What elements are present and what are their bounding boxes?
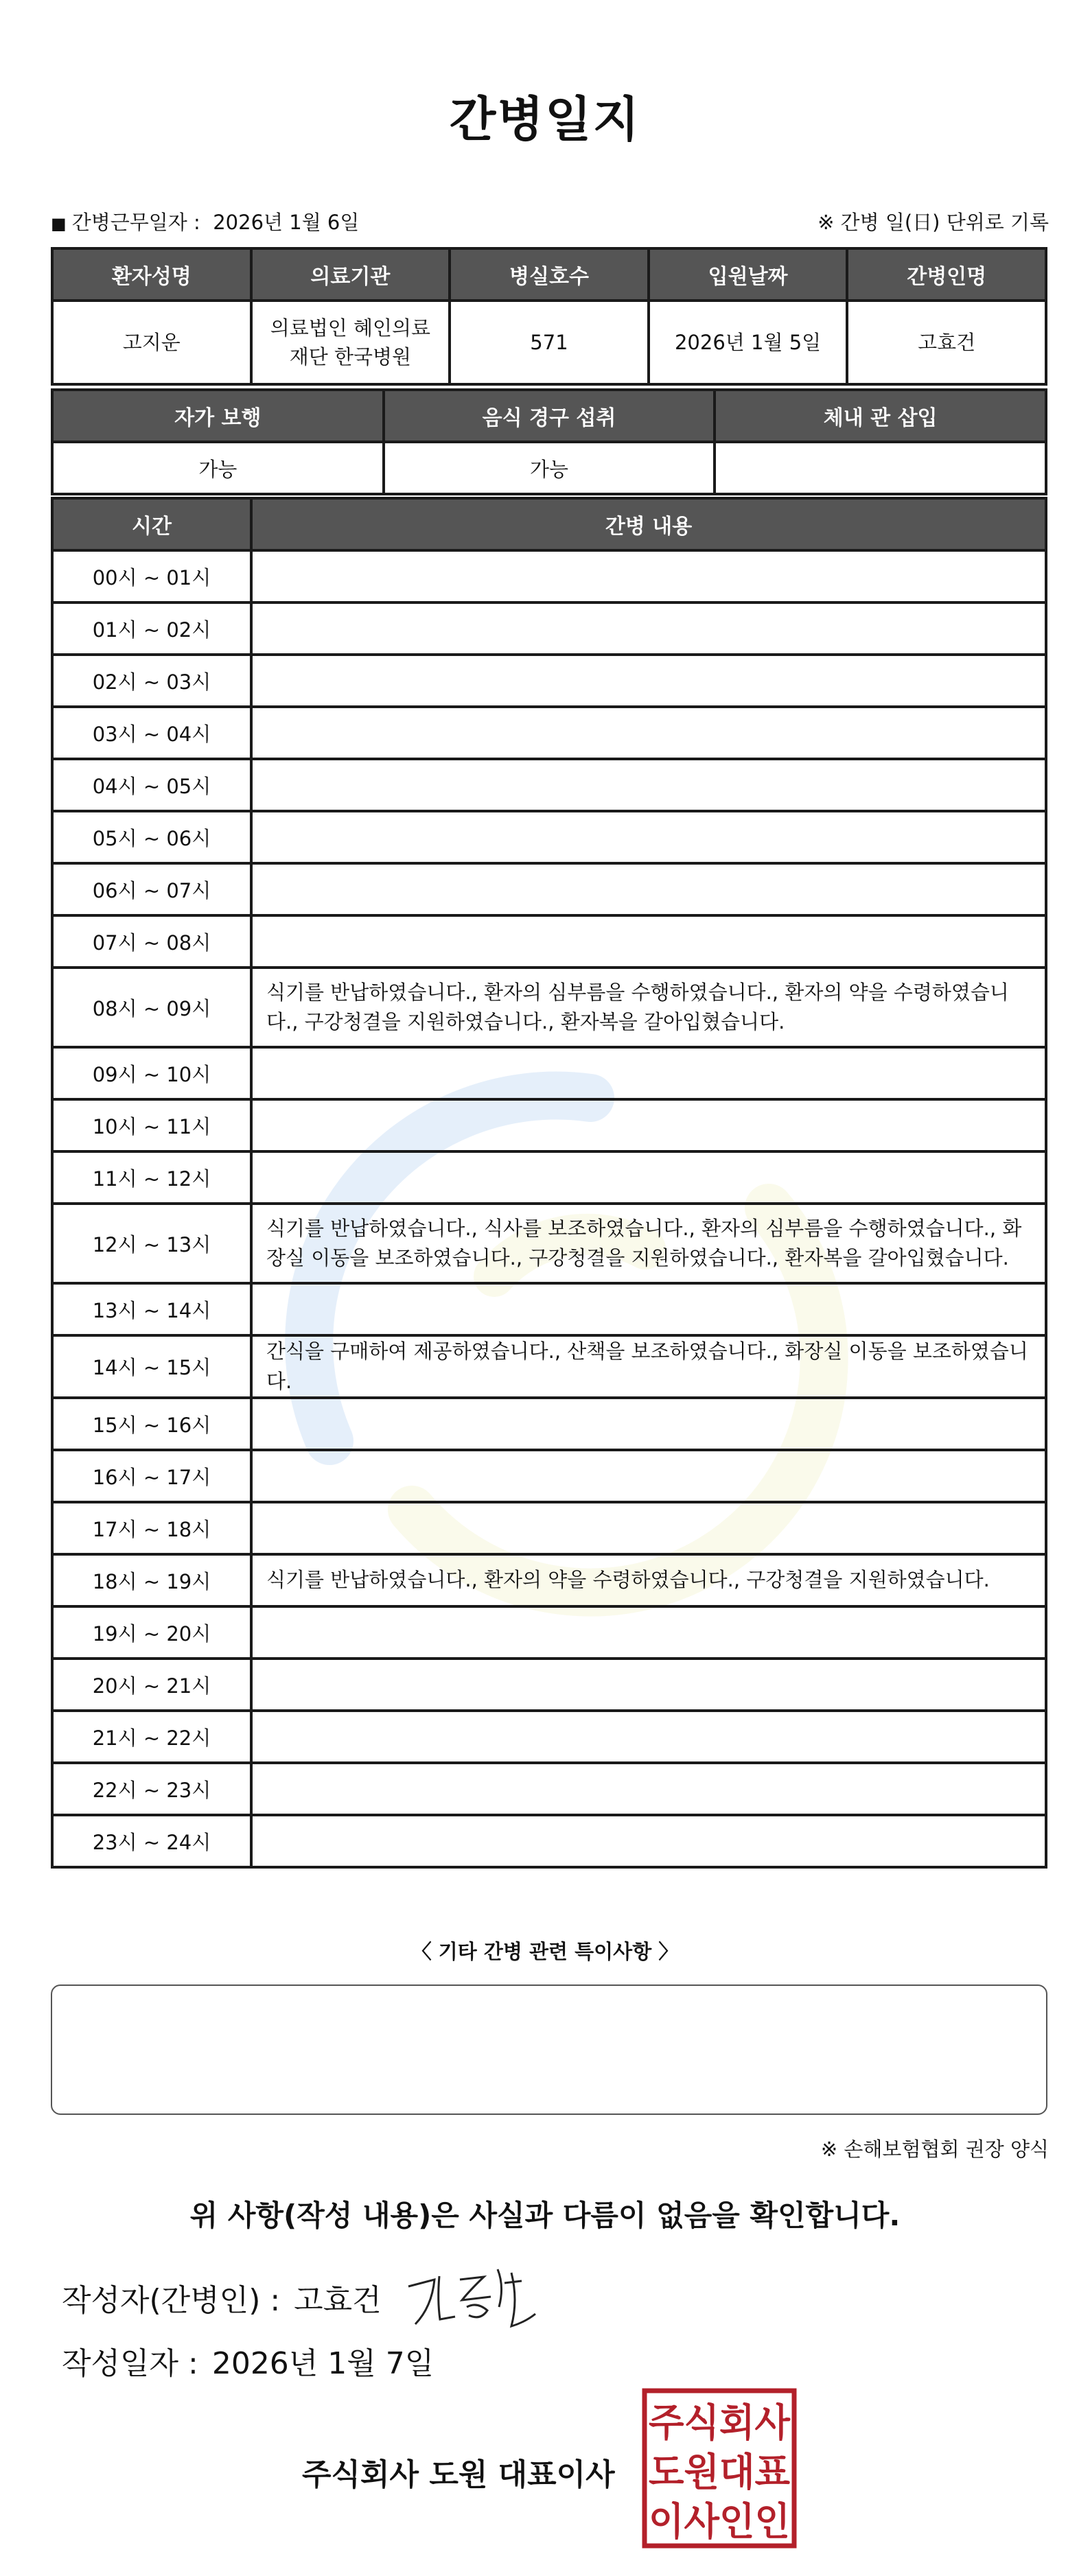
care-log-table [51,497,1047,1869]
log-content-cell [251,863,1046,915]
log-content-cell [251,915,1046,968]
table-row [52,550,1046,602]
remarks-box [51,1984,1047,2115]
log-time-cell: 09시 ~ 10시 [52,1047,251,1099]
log-content-cell [251,1151,1046,1204]
log-time-cell: 18시 ~ 19시 [52,1554,251,1606]
writer-label: 작성자(간병인) : [62,2283,281,2318]
log-time-cell: 03시 ~ 04시 [52,707,251,759]
square-bullet-icon: ■ [51,214,67,233]
table-row [52,1151,1046,1204]
table-row [52,707,1046,759]
handwritten-signature [402,2259,539,2334]
log-time-cell: 08시 ~ 09시 [52,968,251,1047]
log-time-cell: 23시 ~ 24시 [52,1815,251,1867]
log-time-cell: 21시 ~ 22시 [52,1711,251,1763]
self-walking-value: 가능 [52,442,384,494]
log-content-cell [251,1815,1046,1867]
header-institution: 의료기관 [251,248,450,301]
writer-line [62,2275,382,2319]
table-row [52,1502,1046,1554]
work-date: ■ 간병근무일자 : 2026년 1월 6일 [51,211,360,234]
table-row [52,1711,1046,1763]
table-row [52,1450,1046,1502]
table-row [52,759,1046,811]
caregiver-name: 고효건 [847,301,1046,384]
table-row [52,1763,1046,1815]
table-row [52,1099,1046,1151]
log-content-cell [251,1763,1046,1815]
svg-text:도원대표: 도원대표 [649,2450,790,2495]
header-care-content: 간병 내용 [251,498,1046,550]
log-time-cell: 22시 ~ 23시 [52,1763,251,1815]
recommend-note: ※ 손해보험협회 권장 양식 [820,2138,1049,2161]
header-tube-insertion: 체내 관 삽입 [715,390,1046,442]
table-row [52,968,1046,1047]
log-time-cell: 04시 ~ 05시 [52,759,251,811]
patient-name: 고지운 [52,301,251,384]
table-row [52,1659,1046,1711]
header-oral-intake: 음식 경구 섭취 [384,390,715,442]
table-row [52,1283,1046,1335]
log-content-cell [251,1606,1046,1659]
log-time-cell: 01시 ~ 02시 [52,602,251,655]
log-content-cell [251,1047,1046,1099]
work-date-label: 간병근무일자 [71,211,187,234]
log-content-cell [251,1659,1046,1711]
patient-status-table [51,388,1047,495]
log-time-cell: 00시 ~ 01시 [52,550,251,602]
header-time: 시간 [52,498,251,550]
log-time-cell: 10시 ~ 11시 [52,1099,251,1151]
table-row [52,863,1046,915]
table-row [52,915,1046,968]
institution [251,301,450,384]
log-content-cell [251,1711,1046,1763]
log-content-cell [251,1099,1046,1151]
log-content-cell: 간식을 구매하여 제공하였습니다., 산책을 보조하였습니다., 화장실 이동을 보조하였습니다. [251,1335,1046,1398]
log-time-cell: 16시 ~ 17시 [52,1450,251,1502]
company-representative: 주식회사 도원 대표이사 [302,2457,615,2492]
log-content-cell [251,550,1046,602]
log-content-cell [251,1283,1046,1335]
table-row [52,811,1046,863]
table-row [52,602,1046,655]
remarks-title: 〈 기타 간병 관련 특이사항 〉 [411,1940,679,1963]
table-row [52,1815,1046,1867]
tube-insertion-value [715,442,1046,494]
institution-line-2: 재단 한국병원 [289,345,412,368]
log-time-cell: 12시 ~ 13시 [52,1204,251,1283]
log-content-cell [251,602,1046,655]
log-time-cell: 06시 ~ 07시 [52,863,251,915]
table-row [52,655,1046,707]
patient-info-table [51,247,1047,386]
log-time-cell: 17시 ~ 18시 [52,1502,251,1554]
log-content-cell [251,707,1046,759]
log-time-cell: 14시 ~ 15시 [52,1335,251,1398]
log-time-cell: 11시 ~ 12시 [52,1151,251,1204]
room-number: 571 [450,301,649,384]
write-date-line [62,2339,434,2382]
work-date-value: 2026년 1월 6일 [213,211,360,234]
log-time-cell: 05시 ~ 06시 [52,811,251,863]
table-row [52,1606,1046,1659]
header-self-walking: 자가 보행 [52,390,384,442]
write-date-value: 2026년 1월 7일 [211,2346,434,2381]
log-content-cell [251,1502,1046,1554]
record-unit-note: ※ 간병 일(日) 단위로 기록 [817,211,1049,234]
log-content-cell: 식기를 반납하였습니다., 환자의 심부름을 수행하였습니다., 환자의 약을 수령하였습니다., 구강청결을 지원하였습니다., 환자복을 갈아입혔습니다. [251,968,1046,1047]
log-content-cell: 식기를 반납하였습니다., 환자의 약을 수령하였습니다., 구강청결을 지원하였습니다. [251,1554,1046,1606]
admission-date: 2026년 1월 5일 [649,301,848,384]
confirm-statement: 위 사항(작성 내용)은 사실과 다름이 없음을 확인합니다. [189,2199,901,2232]
company-seal-stamp [642,2388,797,2549]
svg-text:이사인인: 이사인인 [649,2500,790,2544]
page-title: 간병일지 [449,91,641,148]
oral-intake-value: 가능 [384,442,715,494]
log-content-cell [251,655,1046,707]
table-row [52,1398,1046,1450]
log-time-cell: 20시 ~ 21시 [52,1659,251,1711]
log-content-cell [251,1398,1046,1450]
log-time-cell: 02시 ~ 03시 [52,655,251,707]
writer-name: 고효건 [294,2283,382,2318]
header-admission-date: 입원날짜 [649,248,848,301]
table-row [52,1047,1046,1099]
institution-line-1: 의료법인 혜인의료 [270,316,431,340]
log-content-cell [251,1450,1046,1502]
header-room: 병실호수 [450,248,649,301]
log-content-cell: 식기를 반납하였습니다., 식사를 보조하였습니다., 환자의 심부름을 수행하였습니다., 화장실 이동을 보조하였습니다., 구강청결을 지원하였습니다., 환자복을 갈아입혔습니다. [251,1204,1046,1283]
log-content-cell [251,759,1046,811]
svg-text:주식회사: 주식회사 [649,2401,791,2446]
log-time-cell: 19시 ~ 20시 [52,1606,251,1659]
header-caregiver: 간병인명 [847,248,1046,301]
log-time-cell: 07시 ~ 08시 [52,915,251,968]
log-content-cell [251,811,1046,863]
table-row [52,1554,1046,1606]
header-patient-name: 환자성명 [52,248,251,301]
write-date-label: 작성일자 : [62,2346,198,2381]
table-row [52,1204,1046,1283]
log-time-cell: 13시 ~ 14시 [52,1283,251,1335]
table-row [52,1335,1046,1398]
log-time-cell: 15시 ~ 16시 [52,1398,251,1450]
